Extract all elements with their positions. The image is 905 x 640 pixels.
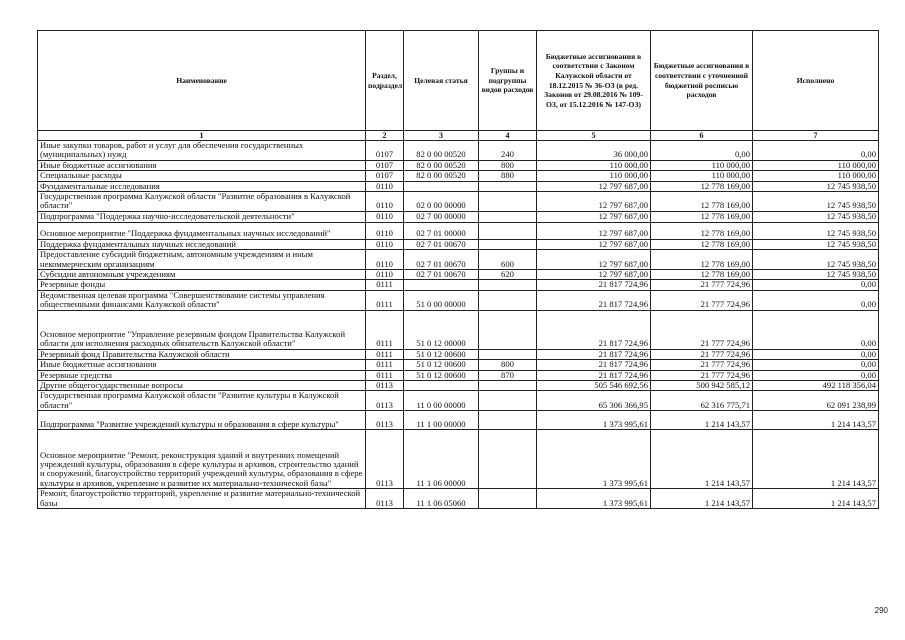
row-expense-group	[479, 290, 537, 310]
row-name: Фундаментальные исследования	[38, 181, 366, 191]
table-row	[38, 280, 879, 290]
row-target-article: 51 0 12 00600	[404, 360, 479, 370]
row-refined-allocation: 21 777 724,96	[651, 280, 753, 290]
row-expense-group	[479, 489, 537, 509]
row-section: 0110	[366, 222, 404, 239]
row-name: Резервный фонд Правительства Калужской области	[38, 349, 366, 359]
row-target-article: 82 0 00 00520	[404, 160, 479, 170]
row-expense-group: 880	[479, 171, 537, 181]
row-refined-allocation: 12 778 169,00	[651, 192, 753, 212]
row-name: Специальные расходы	[38, 171, 366, 181]
row-executed: 12 745 938,50	[753, 192, 879, 212]
row-law-allocation: 21 817 724,96	[537, 290, 651, 310]
row-executed: 110 000,00	[753, 160, 879, 170]
row-target-article: 11 1 06 05060	[404, 489, 479, 509]
row-law-allocation: 110 000,00	[537, 160, 651, 170]
row-expense-group	[479, 310, 537, 349]
column-number: 2	[366, 131, 404, 141]
row-law-allocation: 12 797 687,00	[537, 192, 651, 212]
column-number: 1	[38, 131, 366, 141]
row-target-article: 51 0 00 00000	[404, 290, 479, 310]
header-section: Раздел, подраздел	[366, 31, 404, 131]
row-law-allocation: 12 797 687,00	[537, 211, 651, 222]
table-row	[38, 239, 879, 249]
row-section: 0111	[366, 290, 404, 310]
table-row	[38, 181, 879, 191]
row-law-allocation: 21 817 724,96	[537, 370, 651, 380]
row-law-allocation: 12 797 687,00	[537, 239, 651, 249]
row-refined-allocation: 12 778 169,00	[651, 250, 753, 270]
row-executed: 1 214 143,57	[753, 430, 879, 489]
row-refined-allocation: 12 778 169,00	[651, 211, 753, 222]
row-law-allocation: 12 797 687,00	[537, 250, 651, 270]
row-expense-group	[479, 239, 537, 249]
row-section: 0110	[366, 250, 404, 270]
row-executed: 62 091 238,99	[753, 391, 879, 411]
row-section: 0107	[366, 160, 404, 170]
table-row	[38, 380, 879, 390]
row-section: 0111	[366, 349, 404, 359]
row-name: Субсидии автономным учреждениям	[38, 270, 366, 280]
table-row	[38, 211, 879, 222]
row-name: Государственная программа Калужской области "Развитие культуры в Калужской области"	[38, 391, 366, 411]
table-row	[38, 360, 879, 370]
table-row	[38, 171, 879, 181]
row-name: Предоставление субсидий бюджетным, автономным учреждениям и иным некоммерческим организациям	[38, 250, 366, 270]
row-name: Иные бюджетные ассигнования	[38, 360, 366, 370]
row-name: Подпрограмма "Развитие учреждений культуры и образования в сфере культуры"	[38, 411, 366, 430]
row-expense-group	[479, 380, 537, 390]
row-expense-group: 870	[479, 370, 537, 380]
row-target-article: 02 7 01 00670	[404, 270, 479, 280]
row-expense-group	[479, 192, 537, 212]
budget-execution-table-sheet	[37, 30, 878, 509]
row-refined-allocation: 1 214 143,57	[651, 430, 753, 489]
row-name: Резервные средства	[38, 370, 366, 380]
row-refined-allocation: 21 777 724,96	[651, 349, 753, 359]
row-name: Основное мероприятие "Поддержка фундаментальных научных исследований"	[38, 222, 366, 239]
row-expense-group	[479, 430, 537, 489]
column-number: 4	[479, 131, 537, 141]
row-expense-group	[479, 349, 537, 359]
row-name: Другие общегосударственные вопросы	[38, 380, 366, 390]
row-refined-allocation: 12 778 169,00	[651, 181, 753, 191]
table-row	[38, 250, 879, 270]
row-executed: 0,00	[753, 141, 879, 161]
row-target-article	[404, 280, 479, 290]
row-executed: 0,00	[753, 360, 879, 370]
row-law-allocation: 110 000,00	[537, 171, 651, 181]
row-law-allocation: 21 817 724,96	[537, 360, 651, 370]
row-refined-allocation: 110 000,00	[651, 160, 753, 170]
row-executed: 110 000,00	[753, 171, 879, 181]
row-name: Резервные фонды	[38, 280, 366, 290]
row-section: 0110	[366, 270, 404, 280]
row-name: Подпрограмма "Поддержка научно-исследовательской деятельности"	[38, 211, 366, 222]
row-section: 0110	[366, 181, 404, 191]
row-section: 0113	[366, 380, 404, 390]
header-name: Наименование	[38, 31, 366, 131]
table-row	[38, 370, 879, 380]
row-law-allocation: 21 817 724,96	[537, 280, 651, 290]
table-row	[38, 141, 879, 161]
row-expense-group: 620	[479, 270, 537, 280]
row-section: 0111	[366, 370, 404, 380]
row-section: 0107	[366, 141, 404, 161]
row-name: Поддержка фундаментальных научных исследований	[38, 239, 366, 249]
row-refined-allocation: 21 777 724,96	[651, 290, 753, 310]
row-law-allocation: 505 546 692,56	[537, 380, 651, 390]
table-row	[38, 160, 879, 170]
row-name: Основное мероприятие "Ремонт, реконструкция зданий и внутренних помещений учреждений культуры, образования в сфере культуры и архивов, строительство зданий и сооружений, благоустройство территорий учреждений культуры, образования в сфере культуры и архивов, укрепление и развитие их материально-технической базы"	[38, 430, 366, 489]
row-target-article: 51 0 12 00000	[404, 310, 479, 349]
row-law-allocation: 1 373 995,61	[537, 489, 651, 509]
table-row	[38, 222, 879, 239]
row-refined-allocation: 0,00	[651, 141, 753, 161]
row-refined-allocation: 21 777 724,96	[651, 370, 753, 380]
row-refined-allocation: 110 000,00	[651, 171, 753, 181]
row-section: 0111	[366, 280, 404, 290]
row-executed: 12 745 938,50	[753, 250, 879, 270]
row-expense-group	[479, 391, 537, 411]
header-law-allocations: Бюджетные ассигнования в соответствии с Законом Калужской области от 18.12.2015 № 36-ОЗ (в ред. Законов от 29.08.2016 № 109-ОЗ, от 15.12.2016 № 147-ОЗ)	[537, 31, 651, 131]
table-row	[38, 270, 879, 280]
row-section: 0113	[366, 430, 404, 489]
row-expense-group	[479, 222, 537, 239]
row-executed: 12 745 938,50	[753, 270, 879, 280]
row-executed: 12 745 938,50	[753, 239, 879, 249]
column-number: 5	[537, 131, 651, 141]
table-row	[38, 349, 879, 359]
row-section: 0110	[366, 239, 404, 249]
row-refined-allocation: 500 942 585,12	[651, 380, 753, 390]
row-section: 0113	[366, 391, 404, 411]
row-target-article: 02 7 00 00000	[404, 211, 479, 222]
row-target-article	[404, 380, 479, 390]
row-target-article	[404, 181, 479, 191]
row-target-article: 51 0 12 00600	[404, 349, 479, 359]
row-executed: 12 745 938,50	[753, 222, 879, 239]
table-row	[38, 411, 879, 430]
row-section: 0111	[366, 310, 404, 349]
column-number: 7	[753, 131, 879, 141]
row-refined-allocation: 62 316 775,71	[651, 391, 753, 411]
row-executed: 0,00	[753, 310, 879, 349]
row-refined-allocation: 12 778 169,00	[651, 270, 753, 280]
table-row	[38, 430, 879, 489]
table-row	[38, 290, 879, 310]
row-expense-group: 600	[479, 250, 537, 270]
row-refined-allocation: 12 778 169,00	[651, 222, 753, 239]
header-expense-groups: Группы и подгруппы видов расходов	[479, 31, 537, 131]
row-law-allocation: 36 000,00	[537, 141, 651, 161]
row-law-allocation: 12 797 687,00	[537, 270, 651, 280]
row-expense-group	[479, 181, 537, 191]
row-section: 0113	[366, 411, 404, 430]
header-target-article: Целевая статья	[404, 31, 479, 131]
row-target-article: 82 0 00 00520	[404, 141, 479, 161]
row-law-allocation: 21 817 724,96	[537, 349, 651, 359]
row-target-article: 51 0 12 00600	[404, 370, 479, 380]
row-expense-group	[479, 280, 537, 290]
row-law-allocation: 1 373 995,61	[537, 430, 651, 489]
row-expense-group	[479, 411, 537, 430]
row-section: 0107	[366, 171, 404, 181]
row-expense-group: 800	[479, 160, 537, 170]
page-number: 290	[874, 606, 888, 615]
row-law-allocation: 21 817 724,96	[537, 310, 651, 349]
row-executed: 0,00	[753, 370, 879, 380]
row-target-article: 02 7 01 00670	[404, 250, 479, 270]
row-law-allocation: 12 797 687,00	[537, 222, 651, 239]
table-row	[38, 391, 879, 411]
row-target-article: 82 0 00 00520	[404, 171, 479, 181]
row-refined-allocation: 1 214 143,57	[651, 489, 753, 509]
row-expense-group: 240	[479, 141, 537, 161]
row-target-article: 11 1 00 00000	[404, 411, 479, 430]
row-name: Основное мероприятие "Управление резервным фондом Правительства Калужской области для исполнения расходных обязательств Калужской области"	[38, 310, 366, 349]
row-executed: 1 214 143,57	[753, 489, 879, 509]
row-law-allocation: 1 373 995,61	[537, 411, 651, 430]
table-row	[38, 192, 879, 212]
row-name: Иные бюджетные ассигнования	[38, 160, 366, 170]
row-refined-allocation: 21 777 724,96	[651, 310, 753, 349]
budget-table	[37, 30, 879, 509]
row-name: Ремонт, благоустройство территорий, укрепление и развитие материально-технической базы	[38, 489, 366, 509]
header-row	[38, 31, 879, 131]
row-law-allocation: 12 797 687,00	[537, 181, 651, 191]
column-number-row	[38, 131, 879, 141]
row-executed: 12 745 938,50	[753, 181, 879, 191]
row-law-allocation: 65 306 366,95	[537, 391, 651, 411]
row-section: 0110	[366, 211, 404, 222]
row-name: Государственная программа Калужской области "Развитие образования в Калужской области"	[38, 192, 366, 212]
header-executed: Исполнено	[753, 31, 879, 131]
row-target-article: 02 7 01 00000	[404, 222, 479, 239]
row-name: Ведомственная целевая программа "Совершенствование системы управления общественными финансами Калужской области"	[38, 290, 366, 310]
row-executed: 0,00	[753, 290, 879, 310]
row-executed: 1 214 143,57	[753, 411, 879, 430]
table-body	[38, 141, 879, 509]
row-refined-allocation: 12 778 169,00	[651, 239, 753, 249]
table-row	[38, 310, 879, 349]
row-section: 0113	[366, 489, 404, 509]
row-name: Иные закупки товаров, работ и услуг для обеспечения государственных (муниципальных) нужд	[38, 141, 366, 161]
row-executed: 0,00	[753, 349, 879, 359]
row-target-article: 11 1 06 00000	[404, 430, 479, 489]
row-refined-allocation: 1 214 143,57	[651, 411, 753, 430]
row-target-article: 02 7 01 00670	[404, 239, 479, 249]
row-target-article: 11 0 00 00000	[404, 391, 479, 411]
column-number: 3	[404, 131, 479, 141]
column-number: 6	[651, 131, 753, 141]
row-executed: 492 118 356,04	[753, 380, 879, 390]
header-refined-allocations: Бюджетные ассигнования в соответствии с уточненной бюджетной росписью расходов	[651, 31, 753, 131]
row-executed: 0,00	[753, 280, 879, 290]
row-expense-group: 800	[479, 360, 537, 370]
table-row	[38, 489, 879, 509]
row-section: 0111	[366, 360, 404, 370]
row-section: 0110	[366, 192, 404, 212]
row-target-article: 02 0 00 00000	[404, 192, 479, 212]
row-refined-allocation: 21 777 724,96	[651, 360, 753, 370]
row-expense-group	[479, 211, 537, 222]
row-executed: 12 745 938,50	[753, 211, 879, 222]
